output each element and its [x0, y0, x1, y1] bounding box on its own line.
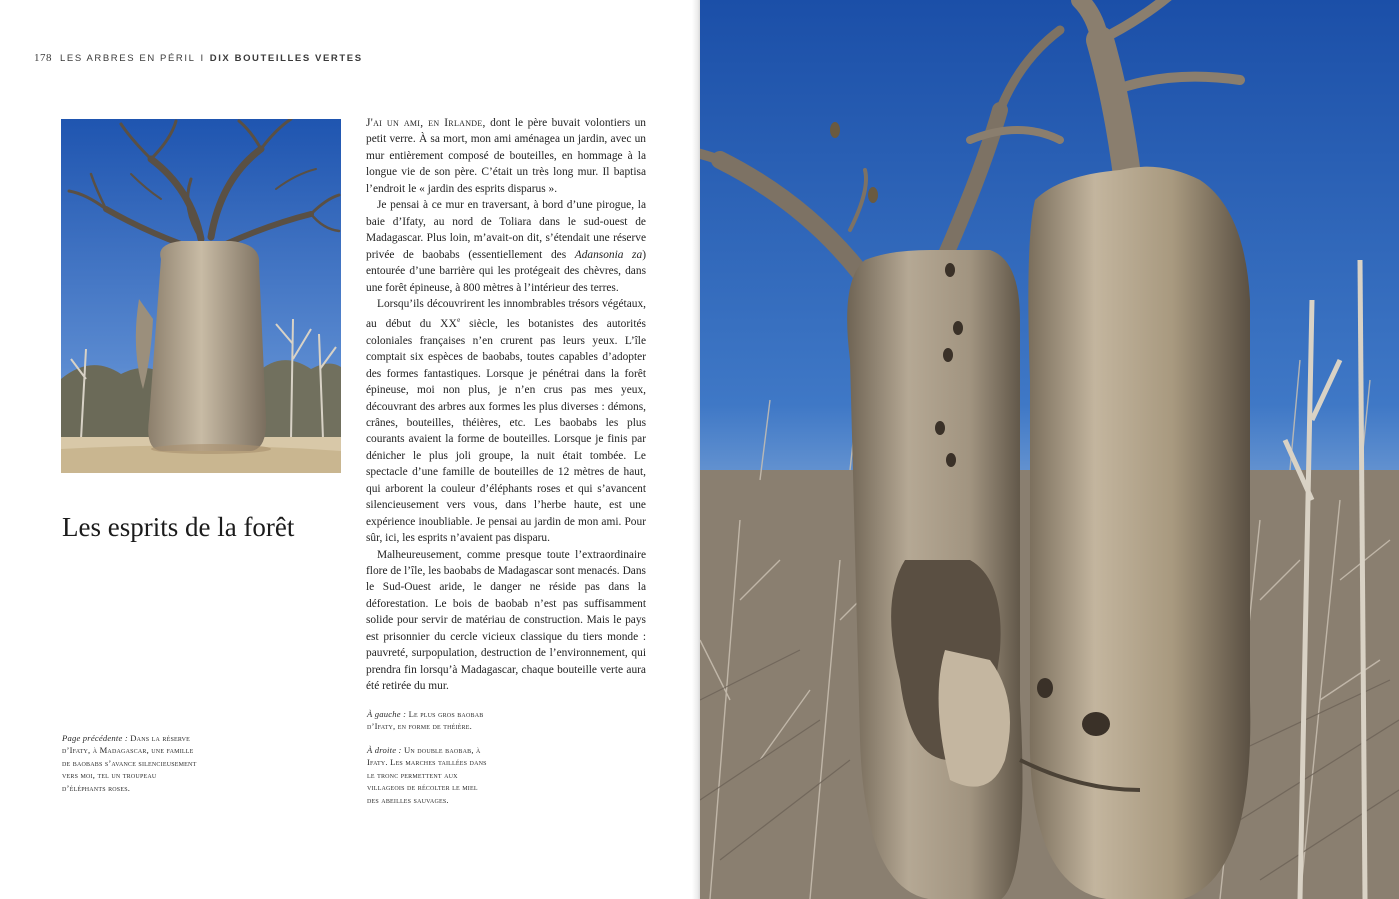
species-name: Adansonia za [574, 248, 643, 261]
paragraph-2-part-b: ) entourée d’une barrière qui les protégeait des chèvres, dans une forêt épineuse, à 800 mètres à l’intérieur des terres. [366, 248, 646, 294]
caption-previous-lead: Page précédente : [62, 733, 128, 743]
caption-left-text: Le plus gros baobab d’Ifaty, en forme de théière. [367, 709, 484, 732]
double-baobab-photo [700, 0, 1399, 899]
caption-right-text: Un double baobab, à Ifaty. Les marches taillées dans le tronc permettent aux villageois de récolter le miel des abeilles sauvages. [367, 745, 487, 805]
chapter-title: Les esprits de la forêt [62, 512, 295, 542]
paragraph-1 [366, 115, 646, 197]
baobab-teapot-photo [61, 119, 341, 473]
chapter-name: DIX BOUTEILLES VERTES [209, 53, 363, 64]
caption-left-lead: À gauche : [367, 709, 407, 719]
paragraph-1-rest: dont le père buvait volontiers un petit verre. À sa mort, mon ami aménagea un jardin, avec un mur entièrement composé de bouteilles, en hommage à la longue vie de son père. C’était un très long mur. Il baptisa l’endroit le « jardin des esprits disparus ». [366, 117, 646, 195]
header-separator: I [200, 53, 205, 64]
caption-left-photo [367, 708, 497, 733]
running-head [34, 52, 363, 64]
paragraph-2-part-a: Je pensai à ce mur en traversant, à bord d’une pirogue, la baie d’Ifaty, au nord de Toliara dans le sud-ouest de Madagascar. Plus loin, m’avait-on dit, s’étendait une réserve privée de baobabs (essentiellement des [366, 199, 646, 261]
paragraph-3-part-a: Lorsqu’ils découvrirent les innombrables trésors végétaux, au début du [366, 297, 646, 331]
double-baobab-illustration [700, 0, 1399, 899]
caption-previous-page [62, 732, 202, 794]
caption-right-lead: À droite : [367, 745, 402, 755]
paragraph-3 [366, 296, 646, 547]
paragraph-4: Malheureusement, comme presque toute l’extraordinaire flore de l’île, les baobabs de Madagascar sont menacés. Dans le Sud-Ouest aride, le danger ne réside pas dans la déforestation. Le bois de baobab n’est pas suffisamment solide pour servir de matériau de construction. Mais le pays est prisonnier du cercle vicieux classique du tiers monde : pauvreté, surpopulation, destruction de l’environnement, qui prendra fin lorsqu’à Madagascar, chaque bouteille verte aura été retirée du mur. [366, 548, 646, 693]
century-suffix: e [457, 316, 461, 325]
paragraph-1-lead: J'ai un ami, en Irlande, [366, 117, 486, 129]
section-name: LES ARBRES EN PÉRIL [60, 53, 196, 64]
paragraph-3-part-b: siècle, les botanistes des autorités coloniales françaises n’en crurent pas leurs yeux. L’île comptait six espèces de baobabs, toutes capables d’adopter des formes fantastiques. Lorsque je pénétrai dans la forêt épineuse, moi non plus, je n’en crus pas mes yeux, découvrant des arbres aux formes les plus diverses : démons, crânes, bouteilles, théières, etc. Les baobabs les plus courants avaient la forme de bouteilles. Lorsque je finis par dénicher le plus joli groupe, la nuit était tombée. Le spectacle d’une famille de bouteilles de 12 mètres de haut, qui arborent la couleur d’éléphants roses et qui s’avancent silencieusement vers vous, dans l’herbe haute, est une expérience inoubliable. Je pensai au jardin de mon ami. Pour sûr, ici, les esprits n’avaient pas disparu. [366, 318, 646, 545]
century: XX [440, 318, 458, 331]
left-page [0, 0, 698, 899]
baobab-teapot-illustration [61, 119, 341, 473]
caption-previous-text: Dans la réserve d’Ifaty, à Madagascar, une famille de baobabs s’avance silencieusement vers moi, tel un troupeau d’éléphants roses. [62, 733, 197, 793]
body-text [366, 115, 646, 695]
paragraph-2 [366, 197, 646, 296]
page-number: 178 [34, 52, 52, 64]
page-gutter [692, 0, 700, 899]
caption-right-photo [367, 744, 487, 806]
